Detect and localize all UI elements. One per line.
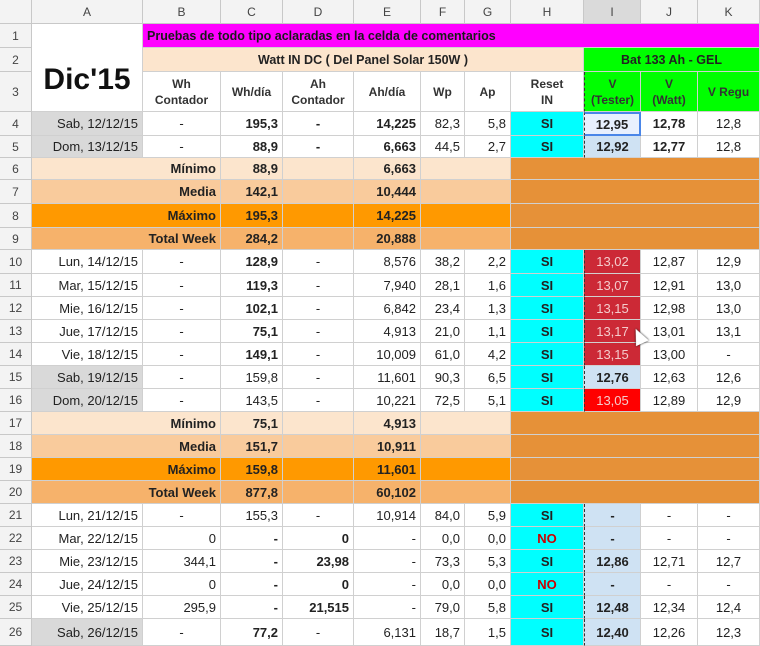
cell-g-14[interactable]: 4,2 <box>465 343 511 366</box>
summary-ah[interactable]: 4,913 <box>354 412 421 435</box>
row-header-12[interactable]: 12 <box>0 297 32 320</box>
summary-blank[interactable] <box>511 180 760 204</box>
summary-blank[interactable] <box>511 481 760 504</box>
cell-k-5[interactable]: 12,8 <box>698 136 760 158</box>
header-8[interactable] <box>584 72 641 112</box>
cell-i-10[interactable]: 13,02 <box>584 250 641 274</box>
summary-blank[interactable] <box>421 435 511 458</box>
cell-i-25[interactable]: 12,48 <box>584 596 641 619</box>
cell-e-10[interactable]: 8,576 <box>354 250 421 274</box>
cell-i-5[interactable]: 12,92 <box>584 136 641 158</box>
summary-blank[interactable] <box>283 412 354 435</box>
cell-k-23[interactable]: 12,7 <box>698 550 760 573</box>
summary-wh[interactable]: 75,1 <box>221 412 283 435</box>
summary-wh[interactable]: 88,9 <box>221 158 283 180</box>
cell-c-11[interactable]: 119,3 <box>221 274 283 297</box>
summary-blank[interactable] <box>421 158 511 180</box>
summary-label[interactable]: Total Week <box>32 481 221 504</box>
cell-j-25[interactable]: 12,34 <box>641 596 698 619</box>
cell-e-11[interactable]: 7,940 <box>354 274 421 297</box>
cell-i-11[interactable]: 13,07 <box>584 274 641 297</box>
cell-k-24[interactable]: - <box>698 573 760 596</box>
group-header-battery[interactable]: Bat 133 Ah - GEL <box>584 48 760 72</box>
cell-c-12[interactable]: 102,1 <box>221 297 283 320</box>
cell-f-10[interactable]: 38,2 <box>421 250 465 274</box>
header-2[interactable] <box>221 72 283 112</box>
cell-d-15[interactable]: - <box>283 366 354 389</box>
cell-b-16[interactable]: - <box>143 389 221 412</box>
column-header-e[interactable]: E <box>354 0 421 24</box>
cell-f-11[interactable]: 28,1 <box>421 274 465 297</box>
cell-b-12[interactable]: - <box>143 297 221 320</box>
cell-h-23[interactable]: SI <box>511 550 584 573</box>
cell-g-15[interactable]: 6,5 <box>465 366 511 389</box>
cell-k-4[interactable]: 12,8 <box>698 112 760 136</box>
summary-blank[interactable] <box>283 158 354 180</box>
header-3[interactable] <box>283 72 354 112</box>
row-header-7[interactable]: 7 <box>0 180 32 204</box>
cell-h-15[interactable]: SI <box>511 366 584 389</box>
cell-k-25[interactable]: 12,4 <box>698 596 760 619</box>
cell-e-26[interactable]: 6,131 <box>354 619 421 646</box>
cell-a-5[interactable]: Dom, 13/12/15 <box>32 136 143 158</box>
cell-h-16[interactable]: SI <box>511 389 584 412</box>
cell-i-23[interactable]: 12,86 <box>584 550 641 573</box>
row-header-14[interactable]: 14 <box>0 343 32 366</box>
cell-b-11[interactable]: - <box>143 274 221 297</box>
column-header-b[interactable]: B <box>143 0 221 24</box>
column-header-f[interactable]: F <box>421 0 465 24</box>
cell-c-15[interactable]: 159,8 <box>221 366 283 389</box>
header-label: Reset IN <box>530 76 564 107</box>
cell-b-23[interactable]: 344,1 <box>143 550 221 573</box>
cell-b-13[interactable]: - <box>143 320 221 343</box>
cell-h-10[interactable]: SI <box>511 250 584 274</box>
cell-i-4[interactable]: 12,95 <box>584 112 641 136</box>
summary-ah[interactable]: 10,444 <box>354 180 421 204</box>
cell-k-10[interactable]: 12,9 <box>698 250 760 274</box>
row-header-16[interactable]: 16 <box>0 389 32 412</box>
cell-b-22[interactable]: 0 <box>143 527 221 550</box>
cell-i-14[interactable]: 13,15 <box>584 343 641 366</box>
cell-k-15[interactable]: 12,6 <box>698 366 760 389</box>
cell-a-14[interactable]: Vie, 18/12/15 <box>32 343 143 366</box>
cell-e-5[interactable]: 6,663 <box>354 136 421 158</box>
header-label: V Regu <box>707 84 750 99</box>
row-header-6[interactable]: 6 <box>0 158 32 180</box>
row-header-1[interactable]: 1 <box>0 24 32 48</box>
cell-d-24[interactable]: 0 <box>283 573 354 596</box>
cell-a-25[interactable]: Vie, 25/12/15 <box>32 596 143 619</box>
summary-blank[interactable] <box>511 204 760 228</box>
summary-wh[interactable]: 877,8 <box>221 481 283 504</box>
cell-c-21[interactable]: 155,3 <box>221 504 283 527</box>
summary-blank[interactable] <box>421 228 511 250</box>
cell-b-25[interactable]: 295,9 <box>143 596 221 619</box>
summary-ah[interactable]: 11,601 <box>354 458 421 481</box>
cell-j-11[interactable]: 12,91 <box>641 274 698 297</box>
cell-f-13[interactable]: 21,0 <box>421 320 465 343</box>
cell-c-13[interactable]: 75,1 <box>221 320 283 343</box>
cell-k-13[interactable]: 13,1 <box>698 320 760 343</box>
header-label: Ah/día <box>368 84 406 99</box>
row-header-11[interactable]: 11 <box>0 274 32 297</box>
cell-f-23[interactable]: 73,3 <box>421 550 465 573</box>
cell-d-5[interactable]: - <box>283 136 354 158</box>
row-header-22[interactable]: 22 <box>0 527 32 550</box>
cell-g-13[interactable]: 1,1 <box>465 320 511 343</box>
cell-d-21[interactable]: - <box>283 504 354 527</box>
summary-ah[interactable]: 14,225 <box>354 204 421 228</box>
summary-blank[interactable] <box>421 481 511 504</box>
cell-f-21[interactable]: 84,0 <box>421 504 465 527</box>
cell-a-26[interactable]: Sab, 26/12/15 <box>32 619 143 646</box>
summary-blank[interactable] <box>511 158 760 180</box>
select-all-corner[interactable] <box>0 0 32 24</box>
column-header-a[interactable]: A <box>32 0 143 24</box>
cell-h-26[interactable]: SI <box>511 619 584 646</box>
header-label: Wh/día <box>231 84 272 99</box>
cell-g-16[interactable]: 5,1 <box>465 389 511 412</box>
cell-b-10[interactable]: - <box>143 250 221 274</box>
row-header-8[interactable]: 8 <box>0 204 32 228</box>
cell-i-24[interactable]: - <box>584 573 641 596</box>
cell-j-23[interactable]: 12,71 <box>641 550 698 573</box>
row-header-26[interactable]: 26 <box>0 619 32 646</box>
row-header-2[interactable]: 2 <box>0 48 32 72</box>
cell-d-4[interactable]: - <box>283 112 354 136</box>
summary-label[interactable]: Media <box>32 180 221 204</box>
summary-blank[interactable] <box>283 180 354 204</box>
cell-k-22[interactable]: - <box>698 527 760 550</box>
cell-j-4[interactable]: 12,78 <box>641 112 698 136</box>
header-5[interactable] <box>421 72 465 112</box>
cell-b-24[interactable]: 0 <box>143 573 221 596</box>
cell-f-14[interactable]: 61,0 <box>421 343 465 366</box>
cell-k-21[interactable]: - <box>698 504 760 527</box>
cell-d-13[interactable]: - <box>283 320 354 343</box>
cell-k-11[interactable]: 13,0 <box>698 274 760 297</box>
cell-i-26[interactable]: 12,40 <box>584 619 641 646</box>
row-header-21[interactable]: 21 <box>0 504 32 527</box>
cell-a-11[interactable]: Mar, 15/12/15 <box>32 274 143 297</box>
header-label: Wh Contador <box>154 76 209 107</box>
cell-c-16[interactable]: 143,5 <box>221 389 283 412</box>
column-header-k[interactable]: K <box>698 0 760 24</box>
cell-h-21[interactable]: SI <box>511 504 584 527</box>
cell-i-13[interactable]: 13,17 <box>584 320 641 343</box>
row-header-15[interactable]: 15 <box>0 366 32 389</box>
cell-k-14[interactable]: - <box>698 343 760 366</box>
cell-h-12[interactable]: SI <box>511 297 584 320</box>
summary-wh[interactable]: 151,7 <box>221 435 283 458</box>
summary-ah[interactable]: 6,663 <box>354 158 421 180</box>
cell-b-4[interactable]: - <box>143 112 221 136</box>
cell-c-22[interactable]: - <box>221 527 283 550</box>
summary-wh[interactable]: 159,8 <box>221 458 283 481</box>
title-banner[interactable]: Pruebas de todo tipo aclaradas en la celda de comentarios <box>143 24 760 48</box>
summary-label[interactable]: Máximo <box>32 204 221 228</box>
summary-ah[interactable]: 20,888 <box>354 228 421 250</box>
cell-c-5[interactable]: 88,9 <box>221 136 283 158</box>
cell-k-16[interactable]: 12,9 <box>698 389 760 412</box>
summary-blank[interactable] <box>283 228 354 250</box>
summary-blank[interactable] <box>421 458 511 481</box>
cell-j-16[interactable]: 12,89 <box>641 389 698 412</box>
cell-j-13[interactable]: 13,01 <box>641 320 698 343</box>
cell-f-16[interactable]: 72,5 <box>421 389 465 412</box>
cell-h-25[interactable]: SI <box>511 596 584 619</box>
cell-j-12[interactable]: 12,98 <box>641 297 698 320</box>
cell-f-4[interactable]: 82,3 <box>421 112 465 136</box>
cell-e-23[interactable]: - <box>354 550 421 573</box>
cell-j-14[interactable]: 13,00 <box>641 343 698 366</box>
cell-d-12[interactable]: - <box>283 297 354 320</box>
cell-c-4[interactable]: 195,3 <box>221 112 283 136</box>
summary-blank[interactable] <box>283 481 354 504</box>
cell-d-23[interactable]: 23,98 <box>283 550 354 573</box>
cell-a-23[interactable]: Mie, 23/12/15 <box>32 550 143 573</box>
row-header-20[interactable]: 20 <box>0 481 32 504</box>
header-label: Ap <box>479 84 496 99</box>
cell-h-11[interactable]: SI <box>511 274 584 297</box>
column-header-j[interactable]: J <box>641 0 698 24</box>
cell-h-22[interactable]: NO <box>511 527 584 550</box>
cell-e-4[interactable]: 14,225 <box>354 112 421 136</box>
row-header-23[interactable]: 23 <box>0 550 32 573</box>
summary-blank[interactable] <box>421 412 511 435</box>
summary-wh[interactable]: 195,3 <box>221 204 283 228</box>
summary-blank[interactable] <box>283 204 354 228</box>
summary-ah[interactable]: 60,102 <box>354 481 421 504</box>
month-label[interactable]: Dic'15 <box>32 48 143 112</box>
summary-blank[interactable] <box>421 180 511 204</box>
cell-b-5[interactable]: - <box>143 136 221 158</box>
summary-label[interactable]: Media <box>32 435 221 458</box>
cell-c-10[interactable]: 128,9 <box>221 250 283 274</box>
column-header-c[interactable]: C <box>221 0 283 24</box>
cell-f-25[interactable]: 79,0 <box>421 596 465 619</box>
row-header-17[interactable]: 17 <box>0 412 32 435</box>
cell-j-21[interactable]: - <box>641 504 698 527</box>
cell-e-12[interactable]: 6,842 <box>354 297 421 320</box>
cell-f-22[interactable]: 0,0 <box>421 527 465 550</box>
cell-c-25[interactable]: - <box>221 596 283 619</box>
header-6[interactable] <box>465 72 511 112</box>
cell-f-5[interactable]: 44,5 <box>421 136 465 158</box>
row-header-5[interactable]: 5 <box>0 136 32 158</box>
row-header-24[interactable]: 24 <box>0 573 32 596</box>
cell-g-23[interactable]: 5,3 <box>465 550 511 573</box>
cell-c-24[interactable]: - <box>221 573 283 596</box>
cell-i-15[interactable]: 12,76 <box>584 366 641 389</box>
cell-h-24[interactable]: NO <box>511 573 584 596</box>
row-header-3[interactable]: 3 <box>0 72 32 112</box>
group-header-watt-in[interactable]: Watt IN DC ( Del Panel Solar 150W ) <box>143 48 584 72</box>
cell-h-5[interactable]: SI <box>511 136 584 158</box>
cell-j-26[interactable]: 12,26 <box>641 619 698 646</box>
summary-blank[interactable] <box>511 458 760 481</box>
summary-blank[interactable] <box>421 204 511 228</box>
cell-d-16[interactable]: - <box>283 389 354 412</box>
column-header-g[interactable]: G <box>465 0 511 24</box>
cell-f-24[interactable]: 0,0 <box>421 573 465 596</box>
cell-g-24[interactable]: 0,0 <box>465 573 511 596</box>
cell-f-15[interactable]: 90,3 <box>421 366 465 389</box>
cell-b-15[interactable]: - <box>143 366 221 389</box>
cell-b-14[interactable]: - <box>143 343 221 366</box>
cell-k-12[interactable]: 13,0 <box>698 297 760 320</box>
cell-a-15[interactable]: Sab, 19/12/15 <box>32 366 143 389</box>
summary-blank[interactable] <box>283 435 354 458</box>
row-header-19[interactable]: 19 <box>0 458 32 481</box>
summary-label[interactable]: Mínimo <box>32 158 221 180</box>
summary-label[interactable]: Mínimo <box>32 412 221 435</box>
column-header-i[interactable]: I <box>584 0 641 24</box>
cell-h-13[interactable]: SI <box>511 320 584 343</box>
column-header-h[interactable]: H <box>511 0 584 24</box>
header-4[interactable] <box>354 72 421 112</box>
cell-j-5[interactable]: 12,77 <box>641 136 698 158</box>
cell-j-15[interactable]: 12,63 <box>641 366 698 389</box>
header-9[interactable] <box>641 72 698 112</box>
header-10[interactable] <box>698 72 760 112</box>
summary-wh[interactable]: 284,2 <box>221 228 283 250</box>
cell-e-21[interactable]: 10,914 <box>354 504 421 527</box>
cell-i-16[interactable]: 13,05 <box>584 389 641 412</box>
cell-g-10[interactable]: 2,2 <box>465 250 511 274</box>
row-header-10[interactable]: 10 <box>0 250 32 274</box>
header-label: V (Watt) <box>652 76 686 107</box>
cell-e-25[interactable]: - <box>354 596 421 619</box>
cell-e-13[interactable]: 4,913 <box>354 320 421 343</box>
row-header-4[interactable]: 4 <box>0 112 32 136</box>
summary-label[interactable]: Máximo <box>32 458 221 481</box>
cell-e-16[interactable]: 10,221 <box>354 389 421 412</box>
cell-a-10[interactable]: Lun, 14/12/15 <box>32 250 143 274</box>
header-label: Wp <box>433 84 452 99</box>
cell-d-10[interactable]: - <box>283 250 354 274</box>
cell-a-22[interactable]: Mar, 22/12/15 <box>32 527 143 550</box>
cell-g-22[interactable]: 0,0 <box>465 527 511 550</box>
cell-g-25[interactable]: 5,8 <box>465 596 511 619</box>
summary-blank[interactable] <box>511 435 760 458</box>
summary-wh[interactable]: 142,1 <box>221 180 283 204</box>
cell-g-12[interactable]: 1,3 <box>465 297 511 320</box>
cell-e-15[interactable]: 11,601 <box>354 366 421 389</box>
cell-j-22[interactable]: - <box>641 527 698 550</box>
cell-j-24[interactable]: - <box>641 573 698 596</box>
cell-h-14[interactable]: SI <box>511 343 584 366</box>
cell-c-14[interactable]: 149,1 <box>221 343 283 366</box>
cell-d-11[interactable]: - <box>283 274 354 297</box>
cell-a-12[interactable]: Mie, 16/12/15 <box>32 297 143 320</box>
summary-blank[interactable] <box>283 458 354 481</box>
cell-g-5[interactable]: 2,7 <box>465 136 511 158</box>
cell-i-22[interactable]: - <box>584 527 641 550</box>
cell-e-22[interactable]: - <box>354 527 421 550</box>
cell-c-23[interactable]: - <box>221 550 283 573</box>
row-header-9[interactable]: 9 <box>0 228 32 250</box>
cell-c-26[interactable]: 77,2 <box>221 619 283 646</box>
cell-d-25[interactable]: 21,515 <box>283 596 354 619</box>
summary-blank[interactable] <box>511 412 760 435</box>
cell-g-21[interactable]: 5,9 <box>465 504 511 527</box>
cell-d-14[interactable]: - <box>283 343 354 366</box>
cell-a-4[interactable]: Sab, 12/12/15 <box>32 112 143 136</box>
cell-a-13[interactable]: Jue, 17/12/15 <box>32 320 143 343</box>
cell-g-11[interactable]: 1,6 <box>465 274 511 297</box>
cell-k-26[interactable]: 12,3 <box>698 619 760 646</box>
cell-d-22[interactable]: 0 <box>283 527 354 550</box>
cell-f-12[interactable]: 23,4 <box>421 297 465 320</box>
cell-h-4[interactable]: SI <box>511 112 584 136</box>
row-header-18[interactable]: 18 <box>0 435 32 458</box>
header-label: Ah Contador <box>291 76 345 107</box>
cell-i-12[interactable]: 13,15 <box>584 297 641 320</box>
summary-label[interactable]: Total Week <box>32 228 221 250</box>
summary-ah[interactable]: 10,911 <box>354 435 421 458</box>
cell-a-24[interactable]: Jue, 24/12/15 <box>32 573 143 596</box>
cell-a-21[interactable]: Lun, 21/12/15 <box>32 504 143 527</box>
cell-j-10[interactable]: 12,87 <box>641 250 698 274</box>
cell-e-24[interactable]: - <box>354 573 421 596</box>
cell-f-26[interactable]: 18,7 <box>421 619 465 646</box>
cell-g-26[interactable]: 1,5 <box>465 619 511 646</box>
header-label: V (Tester) <box>590 76 635 107</box>
cell-a-16[interactable]: Dom, 20/12/15 <box>32 389 143 412</box>
summary-blank[interactable] <box>511 228 760 250</box>
row-header-13[interactable]: 13 <box>0 320 32 343</box>
header-7[interactable] <box>511 72 584 112</box>
row-header-25[interactable]: 25 <box>0 596 32 619</box>
cell-i-21[interactable]: - <box>584 504 641 527</box>
cell-e-14[interactable]: 10,009 <box>354 343 421 366</box>
cell-d-26[interactable]: - <box>283 619 354 646</box>
cell-b-26[interactable]: - <box>143 619 221 646</box>
column-header-d[interactable]: D <box>283 0 354 24</box>
header-1[interactable] <box>143 72 221 112</box>
cell-b-21[interactable]: - <box>143 504 221 527</box>
cell-g-4[interactable]: 5,8 <box>465 112 511 136</box>
